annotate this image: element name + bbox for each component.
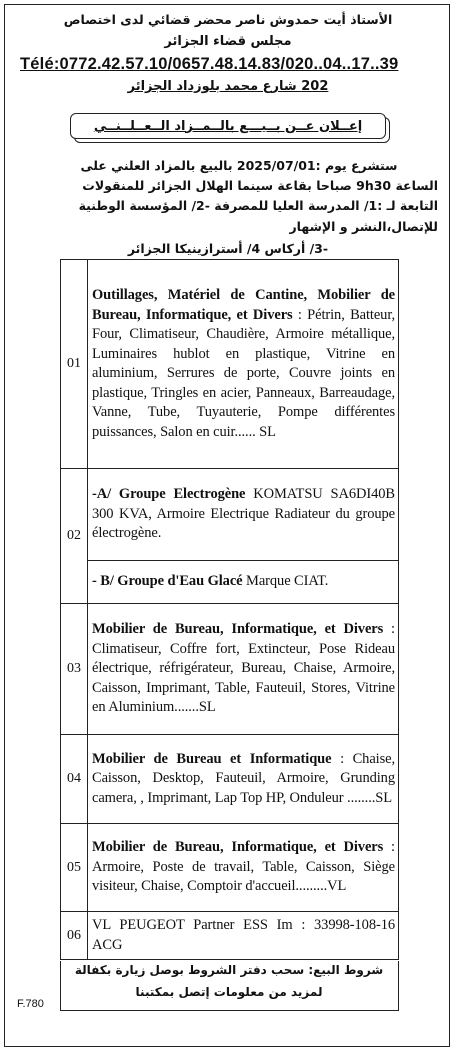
lot-description — [88, 260, 399, 469]
intro-line-4: للإتصال،النشر و الإشهار — [289, 219, 438, 234]
lot-number: 03 — [61, 604, 88, 735]
intro-line-5: -3/ أركاس 4/ أسترازينيكا الجزائر — [127, 241, 329, 256]
lot-description — [88, 912, 399, 960]
lot-description — [88, 824, 399, 912]
lot-row — [61, 260, 399, 469]
lot-items: VL PEUGEOT Partner ESS Im : 33998-108-16 ACG — [92, 917, 395, 953]
lot-row — [61, 824, 399, 912]
lot-row — [61, 469, 399, 561]
telephone: Télé:0772.42.57.10/0657.48.14.83/020..04..17..39 — [20, 55, 399, 73]
lot-description — [88, 469, 399, 561]
court-name: مجلس قضاء الجزائر — [164, 34, 292, 49]
lot-number: 05 — [61, 824, 88, 912]
intro-line-1: ستشرع يوم :2025/07/01 بالبيع بالمزاد العلني على — [80, 158, 398, 173]
lot-number: 01 — [61, 260, 88, 469]
lot-row — [61, 912, 399, 960]
lot-number: 06 — [61, 912, 88, 960]
lot-title: Mobilier de Bureau, Informatique, et Divers — [92, 621, 384, 638]
lot-number: 04 — [61, 735, 88, 824]
lot-row — [61, 604, 399, 735]
address: 202 شارع محمد بلوزداد الجزائر — [127, 79, 329, 94]
lot-row — [61, 561, 399, 604]
lot-title: Outillages, Matériel de Cantine, Mobilier de Bureau, Informatique, et Divers — [92, 287, 395, 323]
bailiff-name: الأستاذ أيت حمدوش ناصر محضر قضائي لدى اختصاص — [63, 12, 393, 27]
lot-title: Mobilier de Bureau, Informatique, et Divers — [92, 839, 384, 856]
lot-title: - B/ Groupe d'Eau Glacé — [92, 573, 243, 590]
auction-banner: إعــلان عــن بــيـــع بالــمــزاد الــعــلــنــي — [70, 113, 386, 139]
reference-code: F.780 — [17, 998, 44, 1010]
lot-title: Mobilier de Bureau et Informatique — [92, 750, 332, 767]
lot-items: KOMATSU SA6DI40B 300 KVA, Armoire Electrique Radiateur du groupe électrogène. — [92, 486, 395, 542]
lot-items: : Pétrin, Batteur, Four, Climatiseur, Chaudière, Armoire métallique, Luminaires hublot en plastique, Vitrine en aluminium, Serrures de porte, Couvre joints en plastique, Tringles en acier, Panneaux, Barreaudage, Vanne, Tube, Tuyauterie, Pompe différentes puissances, Salon en cuir...... SL — [92, 306, 395, 440]
contact-note: لمزيد من معلومات إتصل بمكتبنا — [135, 985, 323, 999]
lot-number: 02 — [61, 469, 88, 604]
lot-items: : Chaise, Caisson, Desktop, Fauteuil, Armoire, Grunding camera, , Imprimant, Lap Top HP, Onduleur ........SL — [92, 750, 395, 806]
lot-title: -A/ Groupe Electrogène — [92, 486, 246, 503]
lot-items: : Armoire, Poste de travail, Table, Caisson, Siège visiteur, Chaise, Comptoir d'accueil.........VL — [92, 839, 395, 895]
intro-line-2: الساعة 9h30 صباحا بقاعة سينما الهلال الجزائر للمنقولات — [82, 178, 438, 193]
lot-row — [61, 735, 399, 824]
lot-items: Marque CIAT. — [242, 573, 329, 590]
lots-table — [60, 259, 399, 960]
lot-description — [88, 604, 399, 735]
lot-items: : Climatiseur, Coffre fort, Extincteur, Pose Rideau électrique, réfrigérateur, Bureau, Chaise, Armoire, Caisson, Imprimant, Table, Fauteuil, Stores, Vitrine en Aluminium.......SL — [92, 621, 395, 716]
sale-conditions: شروط البيع: سحب دفتر الشروط بوصل زيارة بكفالة — [74, 963, 384, 977]
lot-description — [88, 561, 399, 604]
intro-line-3: التابعة لـ :1/ المدرسة العليا للمصرفة -2/ المؤسسة الوطنية — [78, 198, 438, 213]
lot-description — [88, 735, 399, 824]
